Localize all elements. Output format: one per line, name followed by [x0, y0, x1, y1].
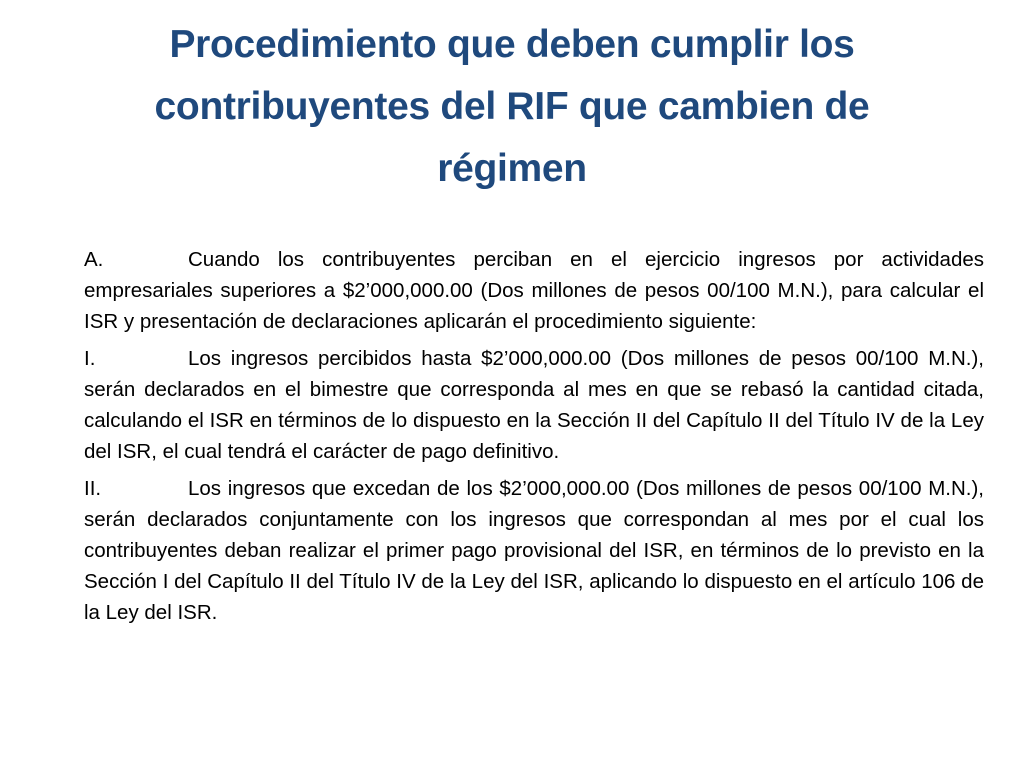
paragraph-a: [84, 244, 984, 337]
paragraph-ii: [84, 473, 984, 628]
slide-title: [60, 14, 964, 200]
paragraph-i-marker: I.: [84, 347, 96, 370]
paragraph-ii-text: Los ingresos que excedan de los $2’000,000.00 (Dos millones de pesos 00/100 M.N.), serán declarados conjuntamente con los ingresos que correspondan al mes por el cual los contribuyentes deban realizar el primer pago provisional del ISR, en términos de lo previsto en la Sección I del Capítulo II del Título IV de la Ley del ISR, aplicando lo dispuesto en el artículo 106 de la Ley del ISR.: [84, 477, 984, 624]
slide-title-line-3: régimen: [437, 147, 587, 190]
paragraph-i-text: Los ingresos percibidos hasta $2’000,000.00 (Dos millones de pesos 00/100 M.N.), serán declarados en el bimestre que corresponda al mes en que se rebasó la cantidad citada, calculando el ISR en términos de lo dispuesto en la Sección II del Capítulo II del Título IV de la Ley del ISR, el cual tendrá el carácter de pago definitivo.: [84, 347, 984, 463]
paragraph-a-text: Cuando los contribuyentes perciban en el ejercicio ingresos por actividades empresariales superiores a $2’000,000.00 (Dos millones de pesos 00/100 M.N.), para calcular el ISR y presentación de declaraciones aplicarán el procedimiento siguiente:: [84, 248, 984, 333]
slide-body: [84, 244, 984, 634]
slide-title-line-2: contribuyentes del RIF que cambien de: [154, 85, 870, 128]
slide-title-line-1: Procedimiento que deben cumplir los: [169, 23, 855, 66]
paragraph-i: [84, 343, 984, 467]
paragraph-a-marker: A.: [84, 248, 104, 271]
paragraph-ii-marker: II.: [84, 477, 102, 500]
